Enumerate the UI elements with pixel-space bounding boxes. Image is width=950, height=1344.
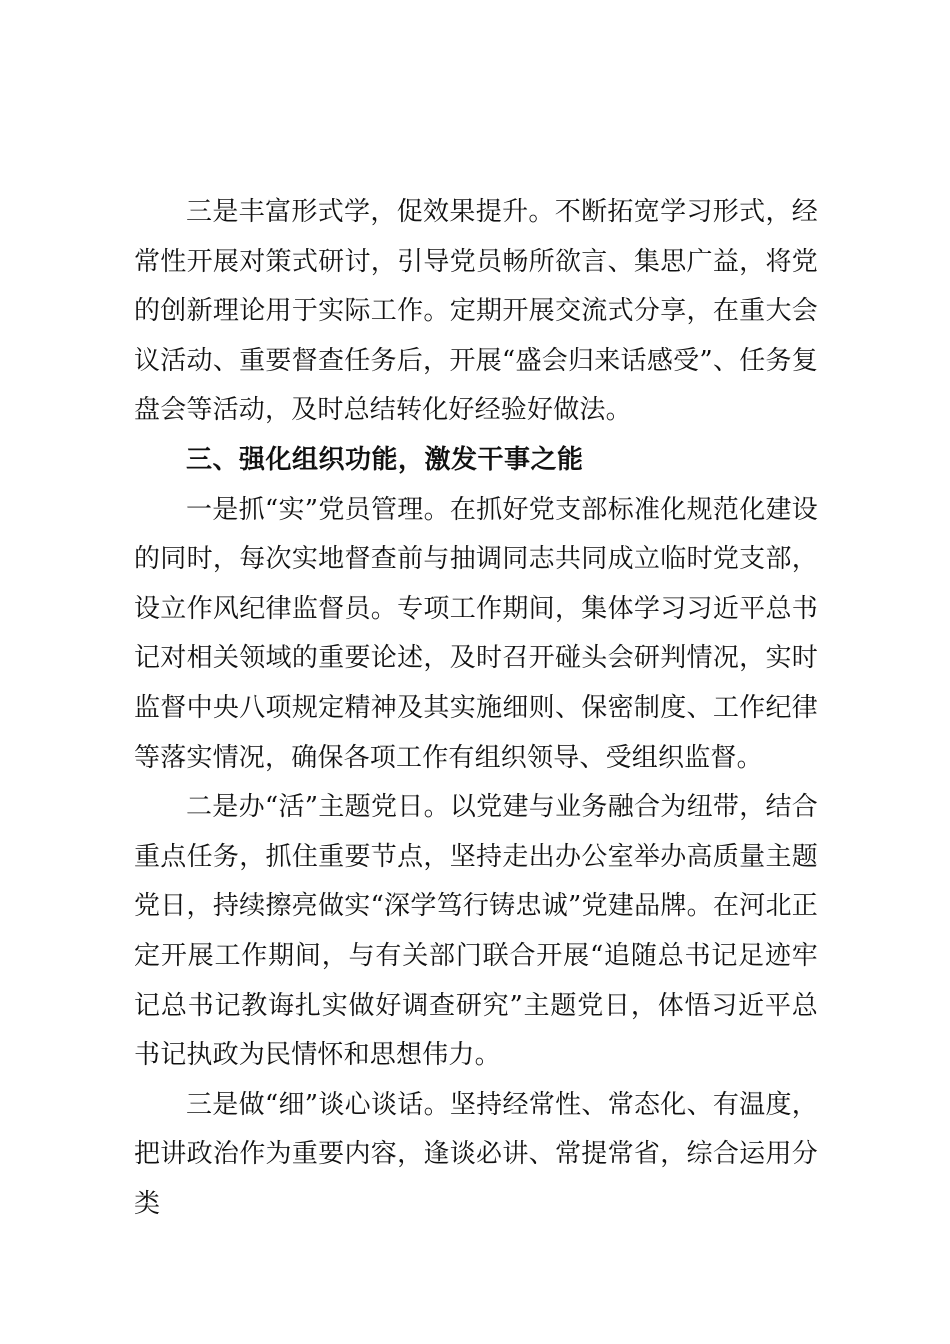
paragraph-member-management: 一是抓“实”党员管理。在抓好党支部标准化规范化建设的同时，每次实地督查前与抽调同志共同成立临时党支部，设立作风纪律监督员。专项工作期间，集体学习习近平总书记对相关领域的重要论述，及时召开碰头会研判情况，实时监督中央八项规定精神及其实施细则、保密制度、工作纪律等落实情况，确保各项工作有组织领导、受组织监督。 bbox=[134, 494, 818, 773]
paragraph-heart-to-heart-talks: 三是做“细”谈心谈话。坚持经常性、常态化、有温度，把讲政治作为重要内容，逢谈必讲、常提常省，综合运用分类 bbox=[134, 1089, 818, 1219]
paragraph-theme-party-day: 二是办“活”主题党日。以党建与业务融合为纽带，结合重点任务，抓住重要节点，坚持走出办公室举办高质量主题党日，持续擦亮做实“深学笃行铸忠诚”党建品牌。在河北正定开展工作期间，与有关部门联合开展“追随总书记足迹牢记总书记教诲扎实做好调查研究”主题党日，体悟习近平总书记执政为民情怀和思想伟力。 bbox=[134, 792, 818, 1071]
section-heading-organization: 三、强化组织功能，激发干事之能 bbox=[186, 444, 584, 475]
paragraph-enrich-forms: 三是丰富形式学，促效果提升。不断拓宽学习形式，经常性开展对策式研讨，引导党员畅所欲言、集思广益，将党的创新理论用于实际工作。定期开展交流式分享，在重大会议活动、重要督查任务后，开展“盛会归来话感受”、任务复盘会等活动，及时总结转化好经验好做法。 bbox=[134, 197, 818, 426]
document-body bbox=[134, 188, 818, 1229]
